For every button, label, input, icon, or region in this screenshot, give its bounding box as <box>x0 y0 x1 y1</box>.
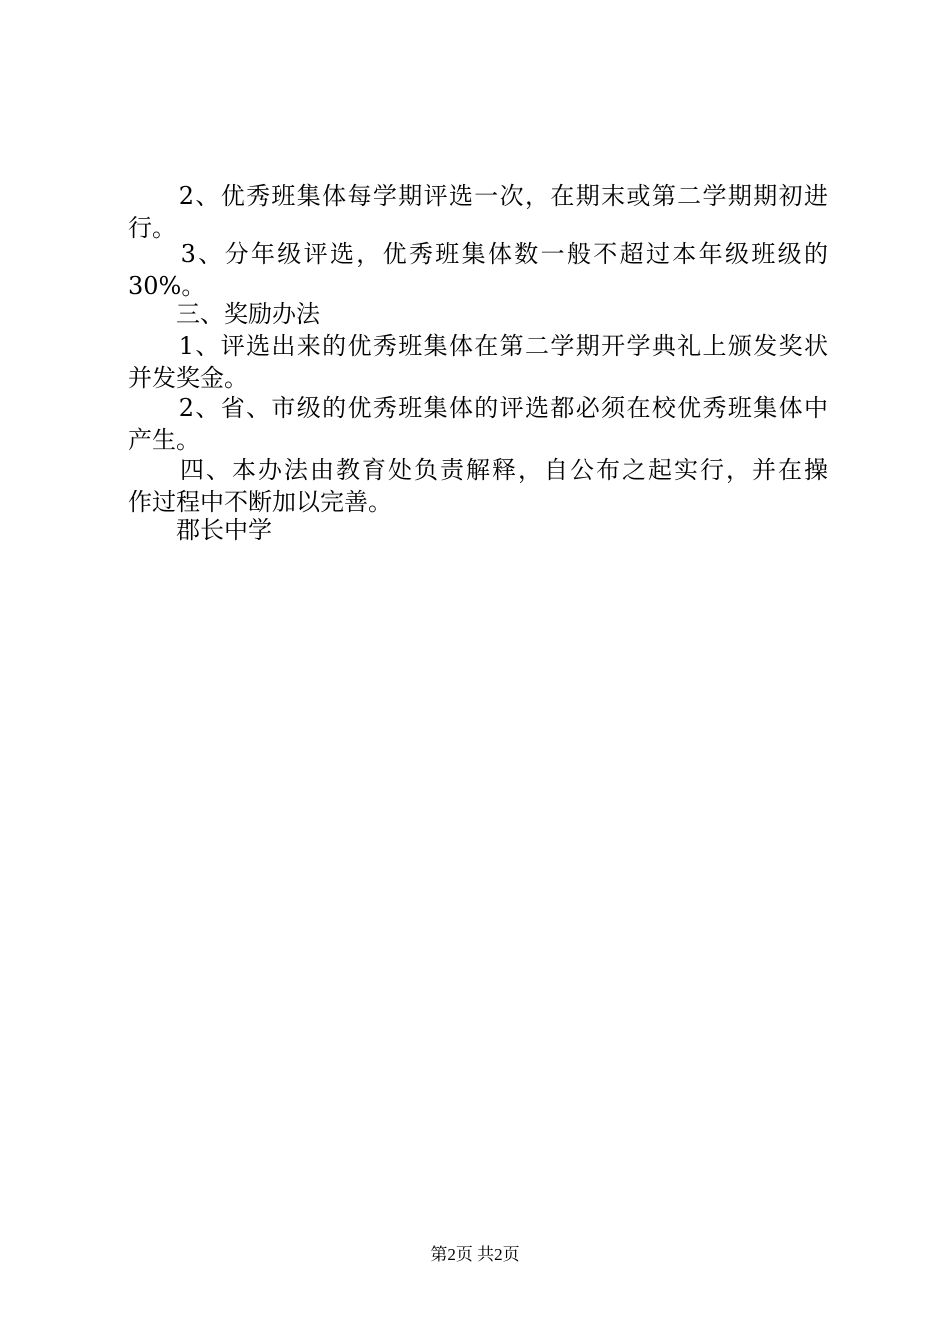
section-four-line-1: 四、本办法由教育处负责解释，自公布之起实行，并在操 <box>128 456 828 484</box>
section-four-line-2: 作过程中不断加以完善。 <box>128 488 392 516</box>
signature-school-name: 郡长中学 <box>128 516 272 544</box>
paragraph-2-line-2: 行。 <box>128 214 176 242</box>
reward-item-2-line-2: 产生。 <box>128 426 200 454</box>
paragraph-3-line-1: 3、分年级评选，优秀班集体数一般不超过本年级班级的 <box>128 240 828 268</box>
reward-item-1-line-2: 并发奖金。 <box>128 364 248 392</box>
page-footer: 第2页 共2页 <box>430 1245 520 1264</box>
reward-item-2-line-1: 2、省、市级的优秀班集体的评选都必须在校优秀班集体中 <box>128 394 828 422</box>
section-heading-rewards: 三、奖励办法 <box>128 300 320 328</box>
reward-item-1-line-1: 1、评选出来的优秀班集体在第二学期开学典礼上颁发奖状 <box>128 332 828 360</box>
paragraph-2-line-1: 2、优秀班集体每学期评选一次，在期末或第二学期期初进 <box>128 182 828 210</box>
paragraph-3-line-2: 30%。 <box>128 272 206 300</box>
